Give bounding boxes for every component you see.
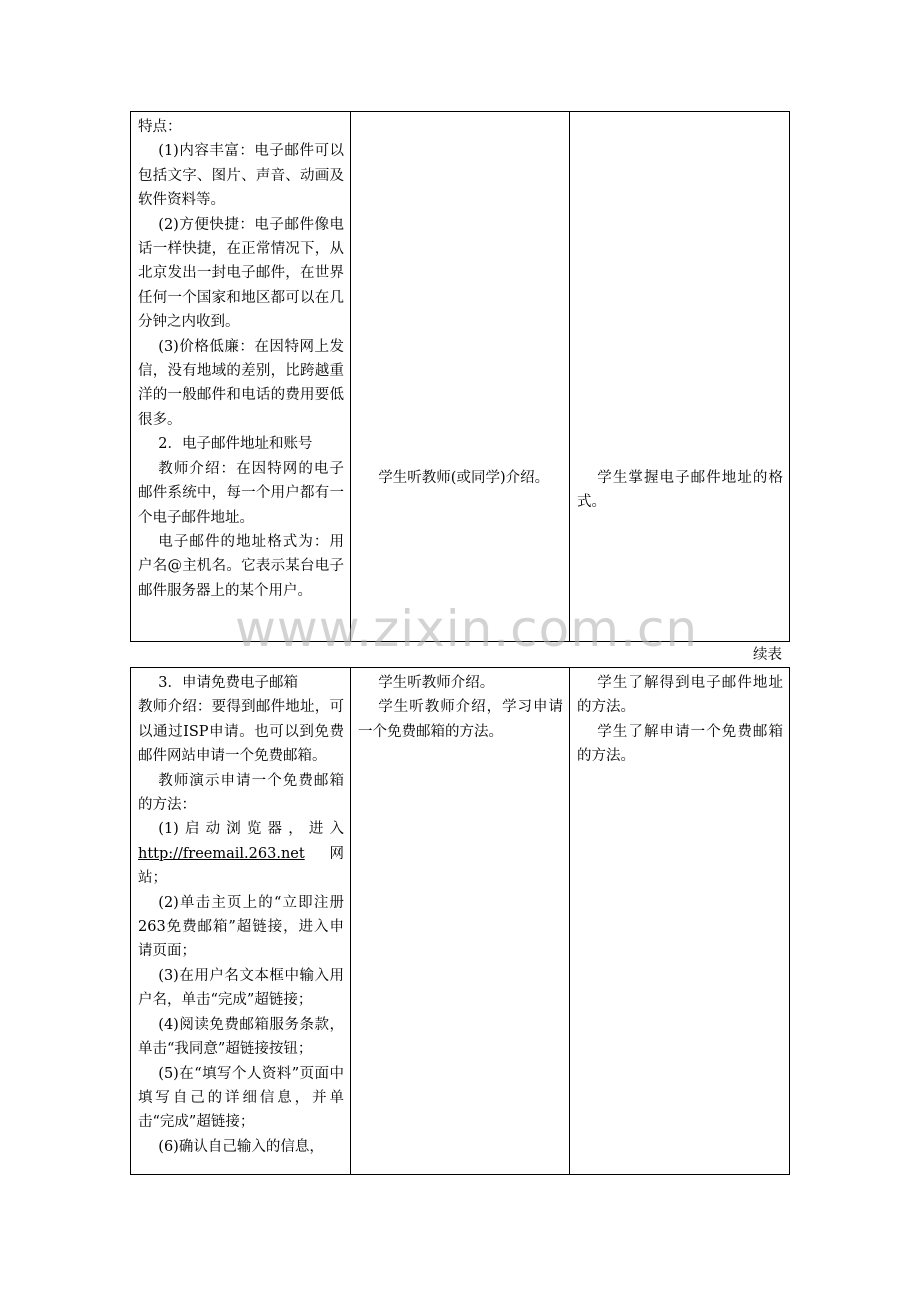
watermark: www.zixin.com.cn [235,600,699,658]
step-4: (4)阅读免费邮箱服务条款，单击“我同意”超链接按钮； [138,1016,344,1058]
goal-2: 学生了解申请一个免费邮箱的方法。 [577,723,783,765]
step-1 [138,817,344,890]
teacher-intro-isp: 教师介绍：要得到邮件地址，可以通过ISP申请。也可以到免费邮件网站申请一个免费邮箱。 [138,699,344,765]
feature-fast: (2)方便快捷：电子邮件像电话一样快捷，在正常情况下，从北京发出一封电子邮件，在世界任何一个国家和地区都可以在几分钟之内收到。 [138,216,344,331]
goal-text: 学生掌握电子邮件地址的格式。 [577,470,783,511]
student-activity-text: 学生听教师(或同学)介绍。 [378,470,550,486]
step-5: (5)在“填写个人资料”页面中填写自己的详细信息，并单击“完成”超链接； [138,1065,344,1131]
goal-cell [570,112,790,642]
teaching-table-part-1 [130,111,790,642]
step-3: (3)在用户名文本框中输入用户名，单击“完成”超链接； [138,967,344,1009]
section-email-address-heading: 2．电子邮件地址和账号 [158,436,313,453]
step-1-text: (1)启动浏览器，进入 [158,821,344,838]
teaching-table-part-2 [130,667,790,1175]
student-activity-2: 学生听教师介绍，学习申请一个免费邮箱的方法。 [358,699,563,740]
freemail-link[interactable]: http://freemail.263.net [138,845,305,862]
student-activity-1: 学生听教师介绍。 [378,675,495,691]
step-2: (2)单击主页上的“立即注册263免费邮箱”超链接，进入申请页面； [138,894,344,960]
student-activity-cell [351,668,570,1175]
teacher-activity-cell [131,112,351,642]
features-heading: 特点： [138,119,182,135]
step-1-suffix: 网站； [138,845,344,887]
teacher-intro-address: 教师介绍：在因特网的电子邮件系统中，每一个用户都有一个电子邮件地址。 [138,460,344,526]
goal-cell [570,668,790,1175]
goal-1: 学生了解得到电子邮件地址的方法。 [577,675,783,716]
continued-label: 续表 [753,647,782,663]
feature-low-cost: (3)价格低廉：在因特网上发信，没有地域的差别，比跨越重洋的一般邮件和电话的费用要低很多。 [138,338,344,428]
teacher-activity-cell [131,668,351,1175]
section-free-mailbox-heading: 3．申请免费电子邮箱 [158,675,299,691]
student-activity-cell [351,112,570,642]
address-format: 电子邮件的地址格式为：用户名@主机名。它表示某台电子邮件服务器上的某个用户。 [138,533,344,599]
feature-rich-content: (1)内容丰富：电子邮件可以包括文字、图片、声音、动画及软件资料等。 [138,143,344,209]
demo-intro: 教师演示申请一个免费邮箱的方法： [138,772,344,814]
step-6: (6)确认自己输入的信息， [158,1138,324,1155]
